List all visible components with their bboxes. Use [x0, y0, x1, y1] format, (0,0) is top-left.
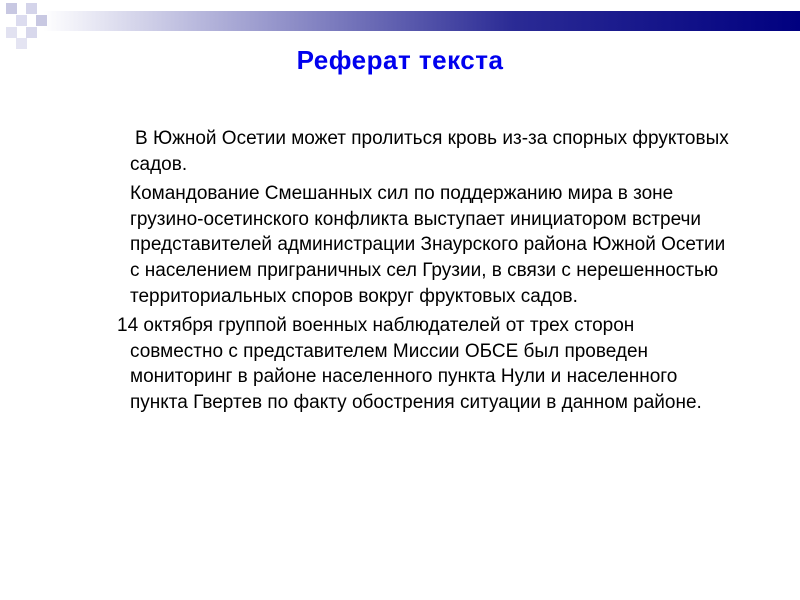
slide-title: Реферат текста — [296, 45, 504, 75]
header-gradient-bar — [43, 11, 800, 31]
paragraph-3: 14 октября группой военных наблюдателей от трех сторон совместно с представителем Миссии ОБСЕ был проведен мониторинг в районе населенного пункта Нули и населенного пункта Гвертев по факту обострения ситуации в данном районе. — [117, 315, 702, 413]
paragraph-1: В Южной Осетии может пролиться кровь из-за спорных фруктовых садов. — [130, 128, 729, 175]
slide-body — [117, 126, 730, 420]
paragraph-2: Командование Смешанных сил по поддержанию мира в зоне грузино-осетинского конфликта выступает инициатором встречи представителей администрации Знаурского района Южной Осетии с населением приграничных сел Грузии, в связи с нерешенностью территориальных споров вокруг фруктовых садов. — [130, 183, 726, 307]
corner-squares-decoration — [0, 0, 60, 50]
